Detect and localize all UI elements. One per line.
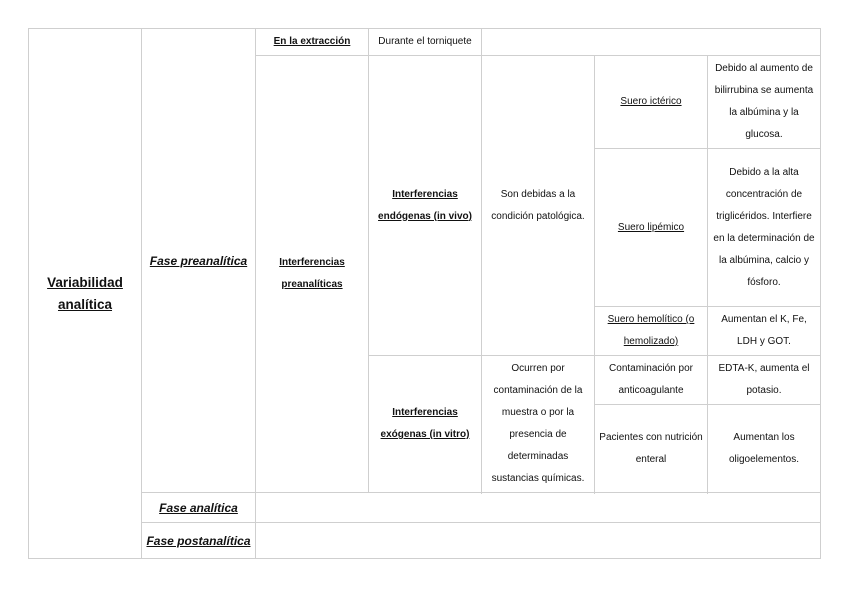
exogenas-description: Ocurren por contaminación de la muestra o por la presencia de determinadas sustancias químicas. <box>482 356 595 493</box>
empty-cell <box>482 29 821 56</box>
extraccion-value: Durante el torniquete <box>369 29 482 56</box>
variabilidad-table <box>28 28 821 559</box>
item-name: Pacientes con nutrición enteral <box>595 405 708 493</box>
item-effect: EDTA-K, aumenta el potasio. <box>708 356 821 405</box>
empty-cell <box>256 493 821 523</box>
interferencias-endogenas: Interferencias endógenas (in vivo) <box>369 56 482 356</box>
interferencias-exogenas: Interferencias exógenas (in vitro) <box>369 356 482 493</box>
endogenas-description: Son debidas a la condición patológica. <box>482 56 595 356</box>
root-label: Variabilidad analítica <box>29 29 142 559</box>
item-effect: Aumentan los oligoelementos. <box>708 405 821 493</box>
item-name: Contaminación por anticoagulante <box>595 356 708 405</box>
item-name: Suero lipémico <box>595 149 708 307</box>
extraccion-label: En la extracción <box>256 29 369 56</box>
interferencias-preanaliticas: Interferencias preanalíticas <box>256 56 369 493</box>
phase-postanalitica: Fase postanalítica <box>142 523 256 559</box>
item-effect: Debido a la alta concentración de triglicéridos. Interfiere en la determinación de la albúmina, calcio y fósforo. <box>708 149 821 307</box>
item-name: Suero ictérico <box>595 56 708 149</box>
item-effect: Aumentan el K, Fe, LDH y GOT. <box>708 307 821 356</box>
empty-cell <box>256 523 821 559</box>
phase-analitica: Fase analítica <box>142 493 256 523</box>
item-effect: Debido al aumento de bilirrubina se aumenta la albúmina y la glucosa. <box>708 56 821 149</box>
phase-preanalitica: Fase preanalítica <box>142 29 256 493</box>
item-name: Suero hemolítico (o hemolizado) <box>595 307 708 356</box>
